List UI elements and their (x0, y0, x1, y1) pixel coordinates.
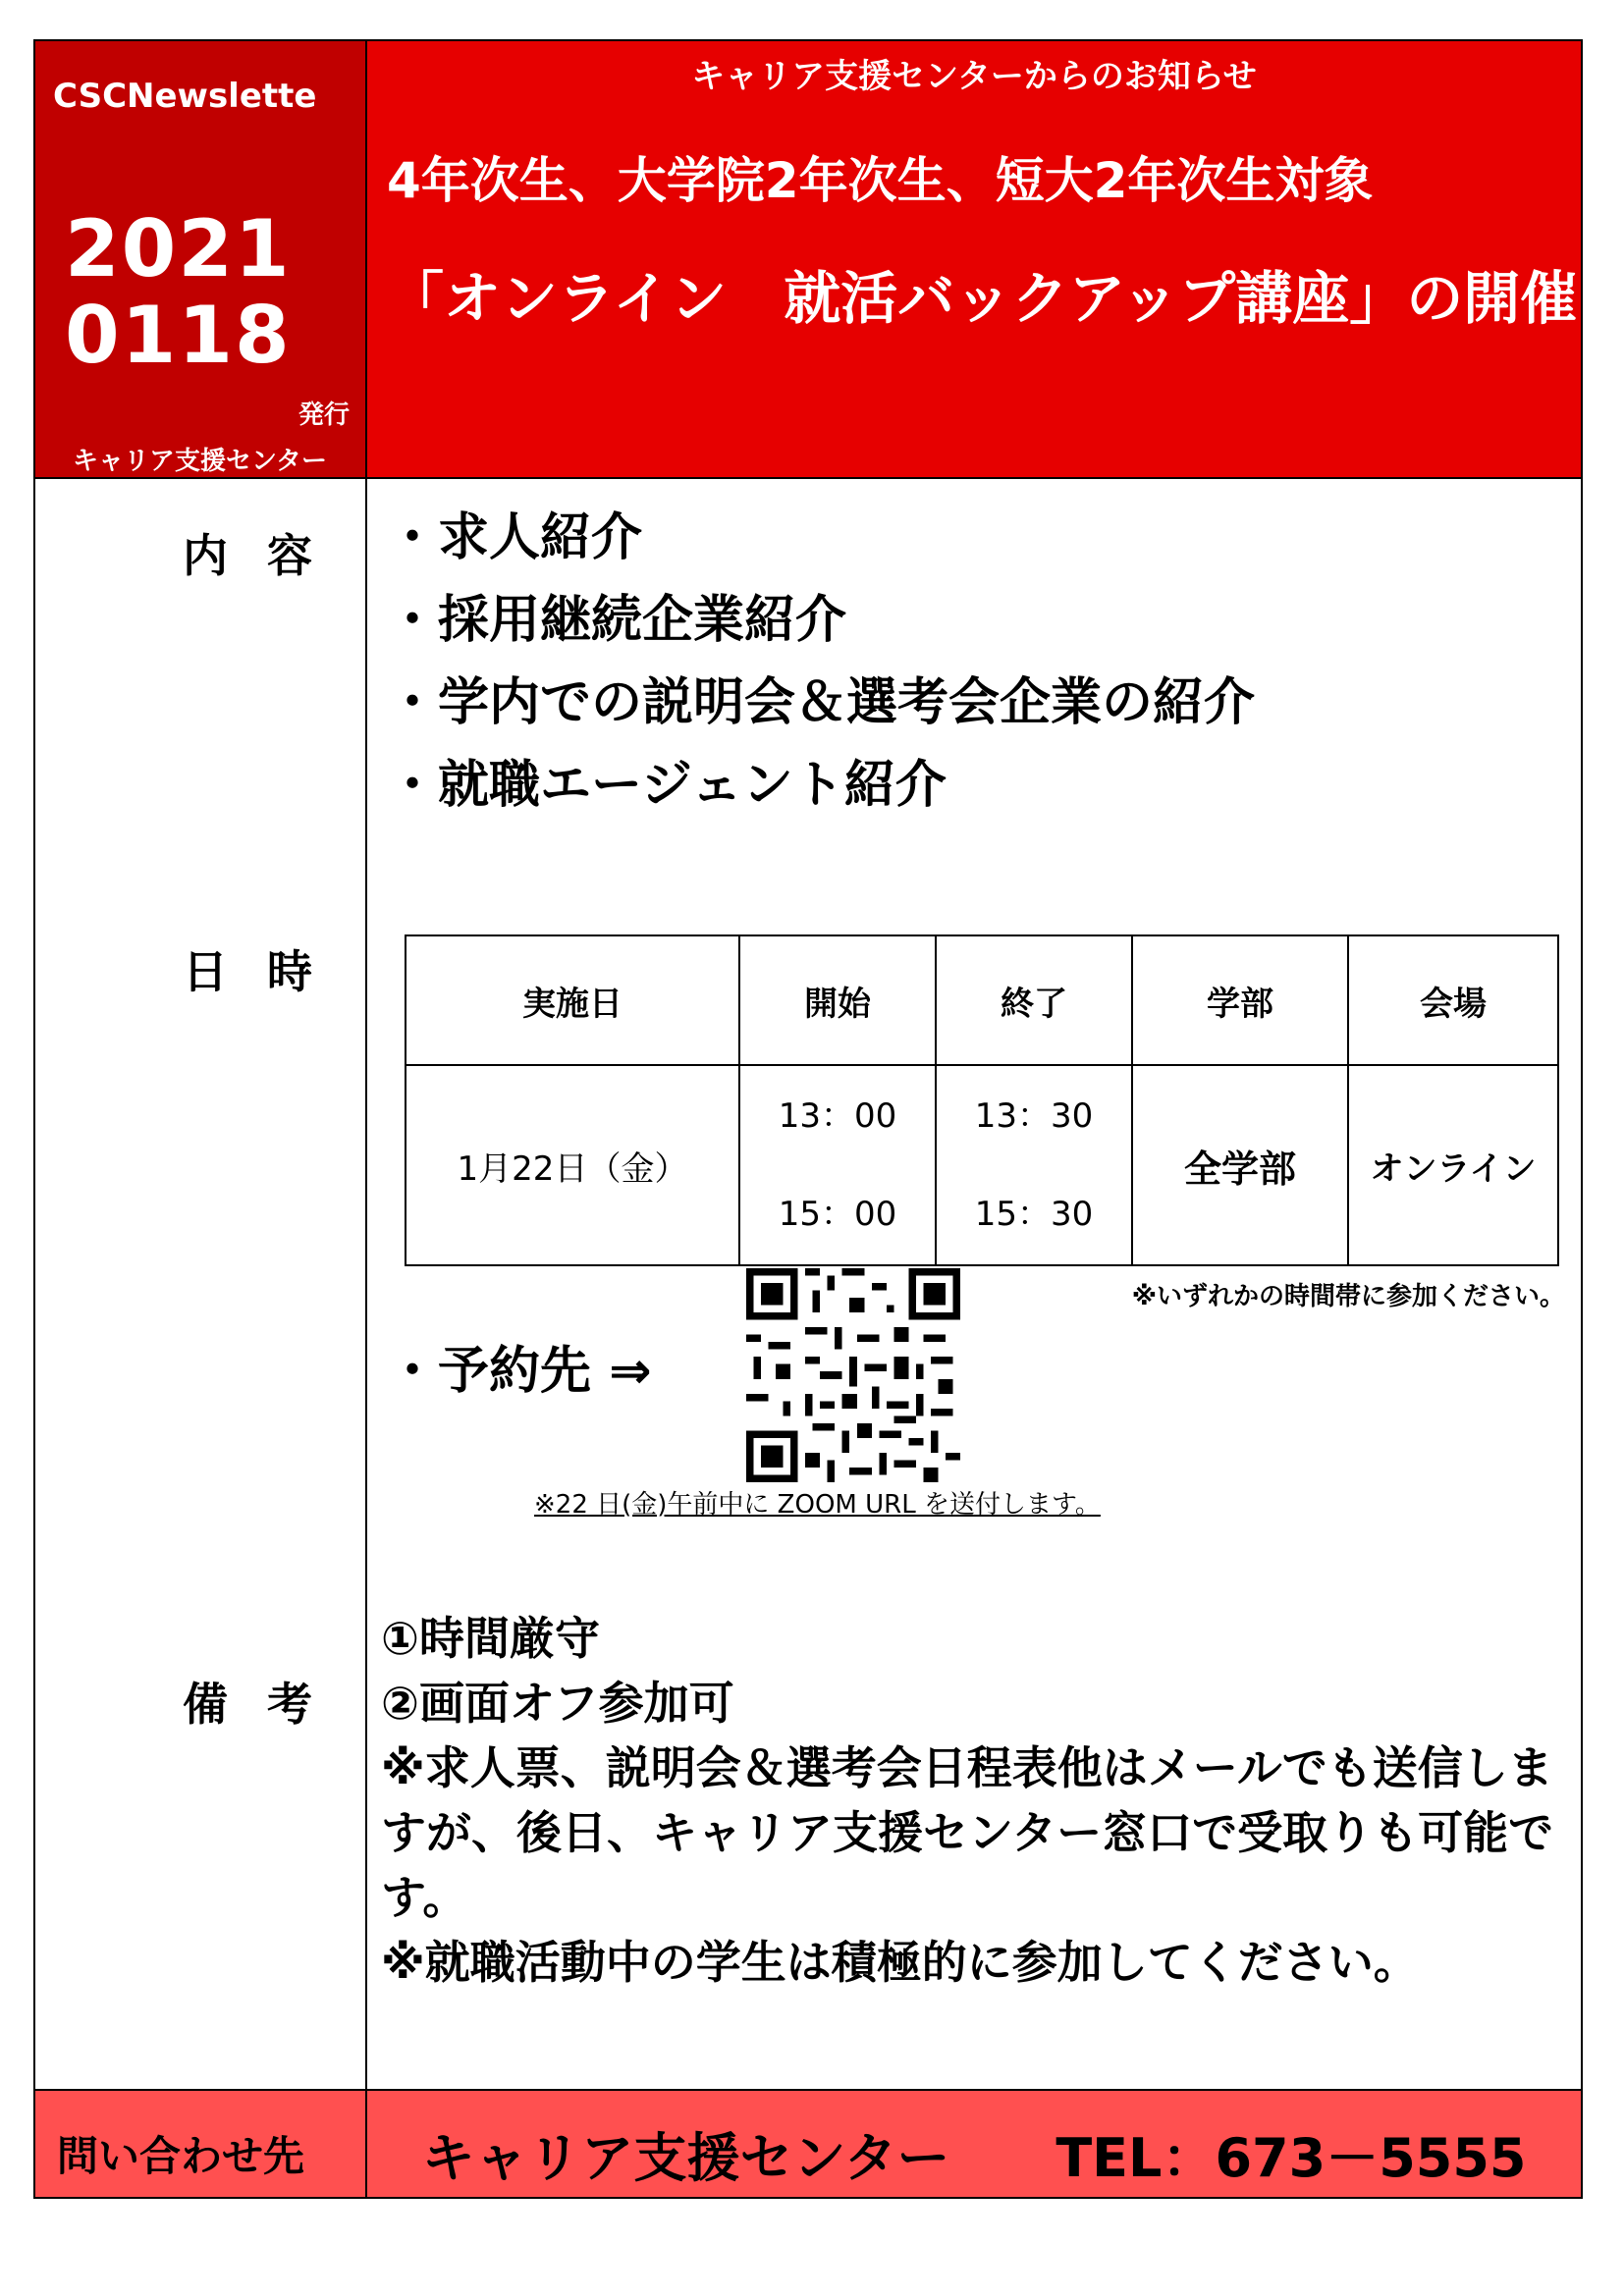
label-content: 内容 (183, 529, 352, 582)
zoom-url-note: ※22 日(金)午前中に ZOOM URL を送付します。 (534, 1490, 1101, 1520)
remark-item: ②画面オフ参加可 (381, 1677, 734, 1730)
schedule-header-date: 実施日 (406, 935, 739, 1065)
schedule-end-times (936, 1065, 1132, 1265)
schedule-date: 1月22日（金） (406, 1065, 739, 1265)
label-column (33, 477, 367, 2091)
footer-contact-cell (365, 2089, 1583, 2199)
issuer-name: キャリア支援センター (73, 447, 327, 476)
newsletter-label: CSCNewslette (53, 77, 317, 116)
end-time: 15：30 (974, 1195, 1094, 1234)
start-time: 15：00 (778, 1195, 897, 1234)
footer-label-cell (33, 2089, 367, 2199)
label-datetime: 日時 (183, 945, 352, 998)
content-item: ・採用継続企業紹介 (387, 591, 847, 650)
contact-info: キャリア支援センター TEL：673－5555 (421, 2127, 1527, 2189)
schedule-header-start: 開始 (739, 935, 936, 1065)
reservation-qr-code[interactable] (746, 1268, 960, 1482)
content-item: ・就職エージェント紹介 (387, 756, 947, 815)
reservation-label: ・予約先 ⇒ (387, 1342, 652, 1401)
schedule-row (406, 1065, 1558, 1265)
issue-date-monthday: 0118 (65, 290, 292, 381)
issued-label: 発行 (298, 400, 350, 430)
remark-item: ①時間厳守 (381, 1612, 600, 1665)
content-list (387, 497, 1255, 827)
schedule-header-row (406, 935, 1558, 1065)
schedule-header-faculty: 学部 (1132, 935, 1348, 1065)
remarks-list (381, 1606, 1569, 1995)
schedule-table (405, 934, 1559, 1266)
header-subtitle: キャリア支援センターからのお知らせ (691, 57, 1257, 96)
remark-item: ※求人票、説明会＆選考会日程表他はメールでも送信しますが、後日、キャリア支援センター窓口で受取りも可能です。 (381, 1741, 1554, 1924)
start-time: 13：00 (778, 1096, 897, 1136)
schedule-venue: オンライン (1348, 1065, 1558, 1265)
issue-date-year: 2021 (65, 203, 292, 294)
remark-item: ※就職活動中の学生は積極的に参加してください。 (381, 1936, 1419, 1989)
target-audience: 4年次生、大学院2年次生、短大2年次生対象 (387, 152, 1374, 209)
content-item: ・学内での説明会＆選考会企業の紹介 (387, 673, 1256, 732)
event-title: 「オンライン 就活バックアップ講座」の開催 (387, 265, 1578, 332)
schedule-header-venue: 会場 (1348, 935, 1558, 1065)
header-title-panel (365, 39, 1583, 479)
end-time: 13：30 (974, 1096, 1094, 1136)
schedule-header-end: 終了 (936, 935, 1132, 1065)
inquiry-label: 問い合わせ先 (57, 2132, 305, 2180)
content-item: ・求人紹介 (387, 508, 643, 567)
schedule-faculty: 全学部 (1132, 1065, 1348, 1265)
issue-date (65, 203, 292, 381)
schedule-note: ※いずれかの時間帯に参加ください。 (1131, 1282, 1565, 1311)
label-remarks: 備考 (183, 1678, 352, 1731)
detail-column (365, 477, 1583, 2091)
newsletter-page (33, 39, 1583, 2199)
header-issue-panel (33, 39, 367, 479)
schedule-start-times (739, 1065, 936, 1265)
